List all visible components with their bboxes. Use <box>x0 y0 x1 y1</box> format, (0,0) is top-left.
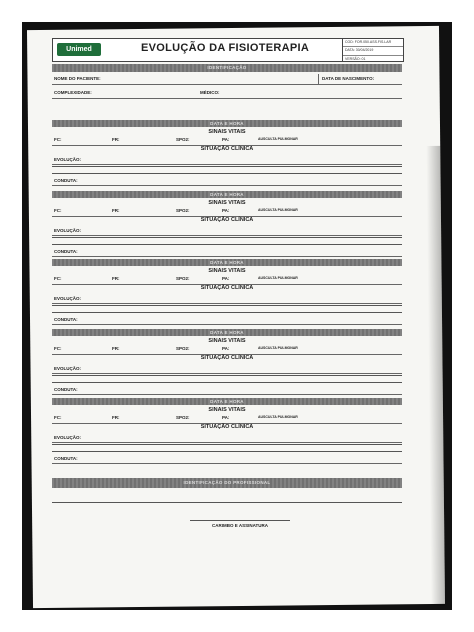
doctor-label: MÉDICO: <box>200 90 220 95</box>
vital-signs-heading: SINAIS VITAIS <box>208 200 246 206</box>
spo2-label: SPO2: <box>176 346 190 351</box>
conduct-label: CONDUTA: <box>54 387 78 392</box>
evolution-label: EVOLUÇÃO: <box>54 228 81 233</box>
vital-signs-row <box>52 207 402 217</box>
writing-line <box>52 166 402 167</box>
spo2-label: SPO2: <box>176 276 190 281</box>
fr-label: FR: <box>112 137 120 142</box>
fc-label: FC: <box>54 346 62 351</box>
evolution-row <box>52 154 402 165</box>
vital-signs-row <box>52 136 402 146</box>
auscultation-label: AUSCULTA PULMONAR <box>258 346 298 350</box>
writing-line <box>52 305 402 306</box>
fc-label: FC: <box>54 137 62 142</box>
writing-line <box>52 244 402 245</box>
patient-row <box>52 74 402 85</box>
date-time-band: DATA E HORA <box>52 329 402 336</box>
complexity-label: COMPLEXIDADE: <box>54 90 92 95</box>
divider <box>318 74 319 84</box>
doc-code: COD: FOR.050.ASS.FIS.LAR <box>343 39 403 47</box>
vital-signs-heading: SINAIS VITAIS <box>208 407 246 413</box>
fr-label: FR: <box>112 346 120 351</box>
writing-line <box>52 382 402 383</box>
footer-line <box>52 502 402 503</box>
document-codes <box>342 39 403 61</box>
clinical-situation-heading: SITUAÇÃO CLÍNICA <box>200 424 254 430</box>
vital-signs-heading: SINAIS VITAIS <box>208 268 246 274</box>
auscultation-label: AUSCULTA PULMONAR <box>258 276 298 280</box>
form-title: EVOLUÇÃO DA FISIOTERAPIA <box>141 42 310 54</box>
fr-label: FR: <box>112 276 120 281</box>
signature-label: CARIMBO E ASSINATURA <box>212 523 268 528</box>
pa-label: PA: <box>222 208 230 213</box>
birth-date-label: DATA DE NASCIMENTO: <box>322 76 375 81</box>
auscultation-label: AUSCULTA PULMONAR <box>258 137 298 141</box>
clinical-situation-heading: SITUAÇÃO CLÍNICA <box>200 146 254 152</box>
evolution-row <box>52 293 402 304</box>
auscultation-label: AUSCULTA PULMONAR <box>258 208 298 212</box>
form-header <box>52 38 404 62</box>
vital-signs-row <box>52 414 402 424</box>
complexity-row <box>52 88 402 99</box>
evolution-row <box>52 363 402 374</box>
spo2-label: SPO2: <box>176 415 190 420</box>
writing-line <box>52 451 402 452</box>
clinical-situation-heading: SITUAÇÃO CLÍNICA <box>200 355 254 361</box>
fc-label: FC: <box>54 415 62 420</box>
conduct-row <box>52 385 402 395</box>
clinical-situation-heading: SITUAÇÃO CLÍNICA <box>200 285 254 291</box>
vital-signs-row <box>52 275 402 285</box>
fr-label: FR: <box>112 415 120 420</box>
evolution-row <box>52 225 402 236</box>
vital-signs-heading: SINAIS VITAIS <box>208 338 246 344</box>
vital-signs-row <box>52 345 402 355</box>
pa-label: PA: <box>222 415 230 420</box>
date-time-band: DATA E HORA <box>52 191 402 198</box>
writing-line <box>52 173 402 174</box>
evolution-label: EVOLUÇÃO: <box>54 296 81 301</box>
writing-line <box>52 312 402 313</box>
professional-band: IDENTIFICAÇÃO DO PROFISSIONAL <box>52 478 402 488</box>
pa-label: PA: <box>222 276 230 281</box>
date-time-band: DATA E HORA <box>52 259 402 266</box>
identification-band: IDENTIFICAÇÃO <box>52 64 402 72</box>
evolution-label: EVOLUÇÃO: <box>54 366 81 371</box>
doc-version: VERSÃO: 01 <box>345 56 366 61</box>
patient-name-label: NOME DO PACIENTE: <box>54 76 101 81</box>
writing-line <box>52 237 402 238</box>
evolution-label: EVOLUÇÃO: <box>54 157 81 162</box>
conduct-row <box>52 454 402 464</box>
conduct-row <box>52 315 402 325</box>
writing-line <box>52 444 402 445</box>
unimed-logo: Unimed <box>57 43 101 56</box>
date-time-band: DATA E HORA <box>52 120 402 127</box>
evolution-label: EVOLUÇÃO: <box>54 435 81 440</box>
conduct-row <box>52 247 402 257</box>
conduct-label: CONDUTA: <box>54 249 78 254</box>
fc-label: FC: <box>54 208 62 213</box>
pa-label: PA: <box>222 137 230 142</box>
conduct-label: CONDUTA: <box>54 317 78 322</box>
conduct-row <box>52 176 402 186</box>
conduct-label: CONDUTA: <box>54 178 78 183</box>
date-time-band: DATA E HORA <box>52 398 402 405</box>
auscultation-label: AUSCULTA PULMONAR <box>258 415 298 419</box>
spo2-label: SPO2: <box>176 137 190 142</box>
vital-signs-heading: SINAIS VITAIS <box>208 129 246 135</box>
clinical-situation-heading: SITUAÇÃO CLÍNICA <box>200 217 254 223</box>
fr-label: FR: <box>112 208 120 213</box>
spo2-label: SPO2: <box>176 208 190 213</box>
fc-label: FC: <box>54 276 62 281</box>
doc-date: DATA: 30/04/2019 <box>343 47 403 55</box>
evolution-row <box>52 432 402 443</box>
writing-line <box>52 375 402 376</box>
conduct-label: CONDUTA: <box>54 456 78 461</box>
signature-line <box>190 520 290 521</box>
pa-label: PA: <box>222 346 230 351</box>
